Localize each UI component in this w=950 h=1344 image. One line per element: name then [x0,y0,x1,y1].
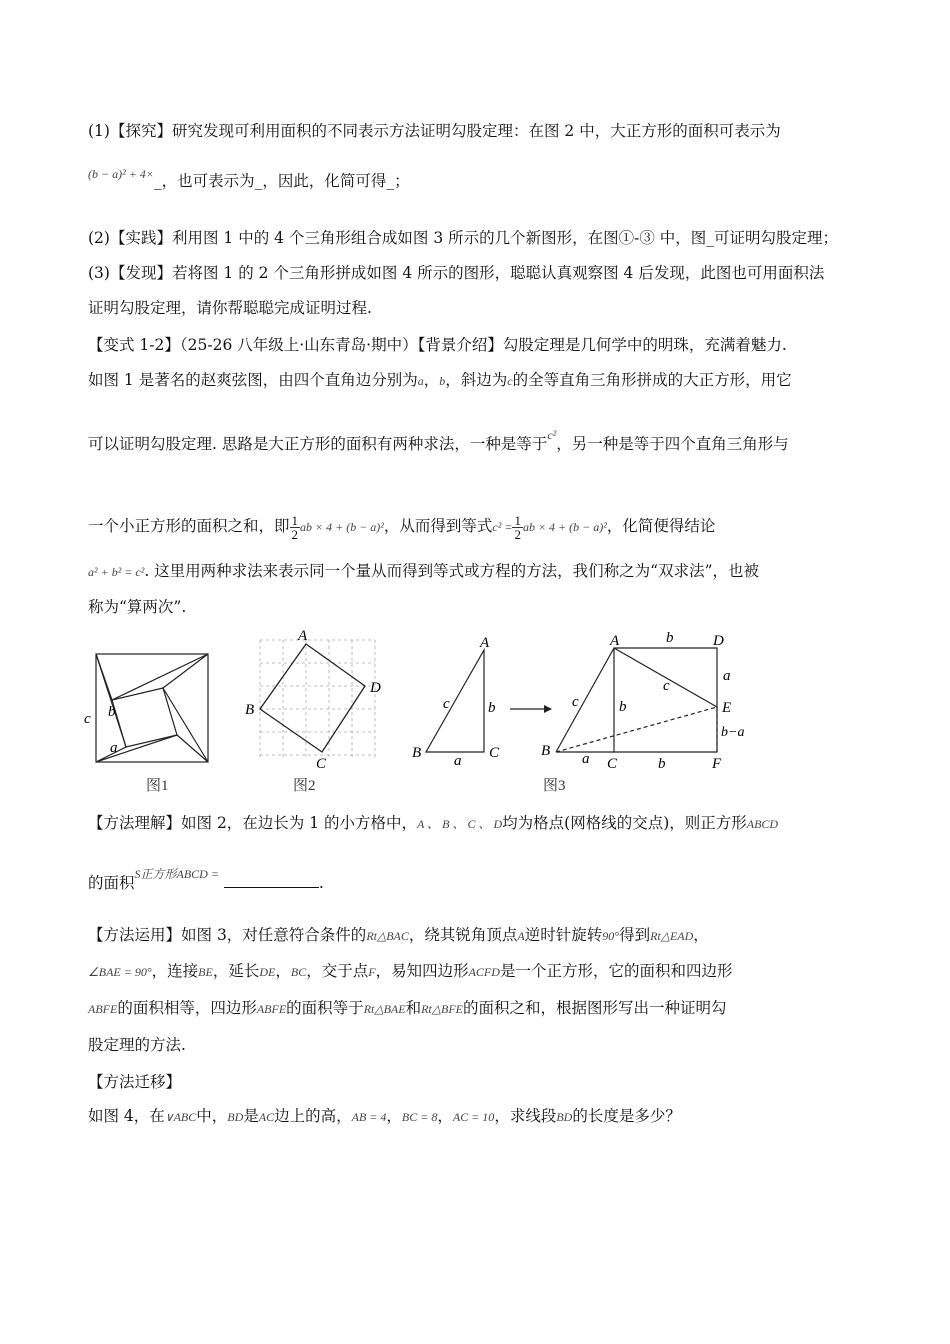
part1-line1 [88,121,781,141]
ma-l2-angle: ∠BAE = 90° [88,965,152,979]
fig3-B: B [541,743,551,759]
variant-l2-post: ，另一种是等于四个直角三角形与 [556,435,789,453]
variant-title: 【变式 1-2】（25-26 八年级上·山东青岛·期中）【背景介绍】勾股定理是几何学中的明珠，充满着魅力. [88,336,787,354]
mt-e: 的长度是多少？ [572,1107,681,1125]
ma-f: F [368,965,376,979]
fig3-right-a: a [723,668,731,684]
fig3-left-c2: c [572,694,579,710]
variant-l1-post: 的全等直角三角形拼成的大正方形，用它 [512,371,792,389]
fig1-line [96,735,177,762]
variant-l1-mid: ，斜边为 [445,371,508,389]
fig3-E: E [722,700,732,716]
variant-l3-post: ，化简便得结论 [606,517,716,535]
method-application-line2 [88,961,732,982]
ma-acfd: ACFD [468,965,500,979]
fig2-label-A: A [298,628,308,644]
fig3-right [556,648,717,752]
half-den-2: 2 [514,526,521,542]
fig1-caption: 图1 [146,778,169,794]
half-num-2: 1 [514,512,521,528]
method-application-line1 [88,925,709,946]
fig2-label-D: D [370,680,381,696]
mt-bd: BD [227,1110,244,1124]
var-c2: c² [547,428,557,442]
fig1-label-a: a [110,740,118,756]
ma-bc: BC [290,965,307,979]
mt-sep2: ， [437,1107,453,1125]
ma-l2b: ，延长 [212,962,260,980]
ma-tag: 【方法运用】 [88,926,182,944]
ma-l2a: ，连接 [151,962,199,980]
ma-rt2: Rt△EAD [650,929,694,943]
fig3-C: C [607,756,618,772]
method-understanding-line2 [88,867,324,894]
half-den-1: 2 [291,526,299,542]
mu-text2: 均为格点(网格线的交点)，则正方形 [502,814,747,832]
mu-line2-pre: 的面积 [88,874,135,892]
fig3-A: A [610,633,620,649]
part2-tag: 【实践】 [109,229,172,247]
ma-l1d: 得到 [619,926,651,944]
var-b: b [439,374,446,388]
variant-l3-mid: ，从而得到等式 [383,517,493,535]
variant-line1 [88,370,792,391]
mt-c: 边上的高， [274,1107,352,1125]
variant-line2 [88,428,789,455]
part1-tag: 【探究】 [109,122,172,140]
part1-label: (1) [88,122,110,140]
fig1-line [96,654,126,747]
mu-square: ABCD [746,817,779,831]
variant-line5: 称为“算两次”. [88,598,187,616]
figure-2 [260,640,375,760]
method-transfer-tag: 【方法迁移】 [88,1073,182,1091]
var-l3-expr: ab × 4 + (b − a)² [300,520,384,534]
variant-l1-sep: ， [423,371,440,389]
var-l4-formula: a² + b² = c² [88,565,145,579]
part3-tag: 【发现】 [109,264,172,282]
fig1-line [112,654,208,700]
part3-line1 [88,263,824,283]
fig3-left-b: b [488,700,496,716]
ma-rt1: Rt△BAC [366,929,409,943]
ma-l2f: 是一个正方形，它的面积和四边形 [499,962,733,980]
ma-l3c: 和 [405,999,422,1017]
fig3-D: D [713,633,724,649]
fig3-top-b: b [666,630,674,646]
ma-l1: 如图 3，对任意符合条件的 [181,926,367,944]
mu-answer-blank[interactable] [224,873,319,888]
mu-line2-post: . [318,874,324,892]
ma-l3-rt2: Rt△BFE [421,1002,463,1016]
fig3-left-B: B [412,745,422,761]
fig2-label-B: B [245,702,255,718]
fig3-left-C: C [489,745,500,761]
ma-l1c: 逆时针旋转 [524,926,603,944]
fig3-mid-b: b [619,699,627,715]
ma-l1b: ，绕其锐角顶点 [408,926,518,944]
part1-text: 研究发现可利用面积的不同表示方法证明勾股定理：在图 2 中，大正方形的面积可表示为 [171,122,781,140]
fig3-mid-c: c [663,678,670,694]
fig3-left-triangle [426,650,484,752]
part1-formula: (b − a)² + 4× [88,167,154,181]
fig1-line [163,654,208,688]
ma-abfe: ABFE [88,1002,118,1016]
fig3-bottom-a: a [582,751,590,767]
fig1-label-c: c [84,711,91,727]
mt-d: ，求线段 [494,1107,557,1125]
var-c: c [507,374,513,388]
fig2-caption: 图2 [293,778,316,794]
fig3-left-c: c [443,696,450,712]
var-l3-eq-left: c² = [492,520,513,534]
half-fraction-1 [290,514,301,541]
part3-text: 若将图 1 的 2 个三角形拼成如图 4 所示的图形，聪聪认真观察图 4 后发现，此图也可用面积法 [171,264,825,282]
ma-de: DE [259,965,276,979]
ma-vertex: A [517,929,525,943]
mu-text: 如图 2，在边长为 1 的小方格中， [181,814,418,832]
figures-area [0,620,950,800]
part2-text: 利用图 1 中的 4 个三角形组合成如图 3 所示的几个新图形，在图①-③ 中，图_可证明勾股定理； [171,229,839,247]
ma-be: BE [198,965,213,979]
fig3-left-a: a [454,753,462,769]
fig3-left-A: A [480,635,490,651]
variant-l3-pre: 一个小正方形的面积之和，即 [88,517,290,535]
method-transfer-line1 [88,1106,681,1127]
fig3-F: F [712,756,722,772]
method-application-line3 [88,998,727,1019]
ma-l3d: 的面积之和，根据图形写出一种证明勾 [462,999,727,1017]
variant-line4 [88,561,759,582]
part1-text2: _，也可表示为_，因此，化简可得_； [153,172,410,190]
fig3-line-BE [556,707,717,752]
variant-line3 [88,508,715,545]
fig3-bottom-b: b [658,756,666,772]
fig2-label-C: C [316,756,327,772]
fig1-line [163,688,208,762]
part3-line2: 证明勾股定理，请你帮聪聪完成证明过程. [88,299,372,317]
ma-l2e: ，易知四边形 [375,962,469,980]
ma-l2d: ，交于点 [306,962,369,980]
mt-ac: AC [258,1110,275,1124]
fig3-line-AB [556,648,614,752]
part3-label: (3) [88,264,110,282]
variant-l2-pre: 可以证明勾股定理. 思路是大正方形的面积有两种求法，一种是等于 [88,435,548,453]
mt-ab: AB = 4 [351,1110,387,1124]
mt-b: 是 [243,1107,259,1125]
var-l3-eq-right: ab × 4 + (b − a)² [522,520,607,534]
ma-l1e: ， [693,926,709,944]
variant-l1-pre: 如图 1 是著名的赵爽弦图，由四个直角边分别为 [88,371,418,389]
mu-area-expr: S正方形ABCD = [134,867,219,881]
arrow-icon [544,705,552,713]
part1-line2 [88,167,410,192]
mt-bcv: BC = 8 [401,1110,438,1124]
mt-sep1: ， [386,1107,402,1125]
mt-a: 中， [196,1107,228,1125]
var-a: a [417,374,424,388]
mt-acv: AC = 10 [452,1110,495,1124]
ma-angle: 90° [602,929,620,943]
variant-l4-post: . 这里用两种求法来表示同一个量从而得到等式或方程的方法，我们称之为“双求法”，也被 [144,562,760,580]
ma-l3a: 的面积相等，四边形 [117,999,257,1017]
ma-abfe2: ABFE [256,1002,287,1016]
mt-bd2: BD [556,1110,573,1124]
ma-l3b: 的面积等于 [286,999,364,1017]
mt-tri: ∨ABC [164,1110,197,1124]
fig3-caption: 图3 [543,778,566,794]
half-fraction-2 [512,514,523,541]
fig3-square-ACFD [614,648,717,752]
mu-points: A 、 B 、 C 、 D [417,817,503,831]
half-num-1: 1 [291,512,299,528]
ma-l2c: ， [275,962,291,980]
fig2-square [260,644,365,752]
fig1-label-b: b [108,704,116,720]
fig1-line [177,735,208,762]
method-understanding-line1 [88,813,778,834]
part2-label: (2) [88,229,110,247]
fig3-b-minus-a: b−a [721,725,745,740]
part2-line [88,228,838,248]
ma-l3-rt1: Rt△BAE [363,1002,406,1016]
method-application-line4: 股定理的方法. [88,1036,186,1054]
mu-tag: 【方法理解】 [88,814,182,832]
mt-pre: 如图 4，在 [88,1107,165,1125]
